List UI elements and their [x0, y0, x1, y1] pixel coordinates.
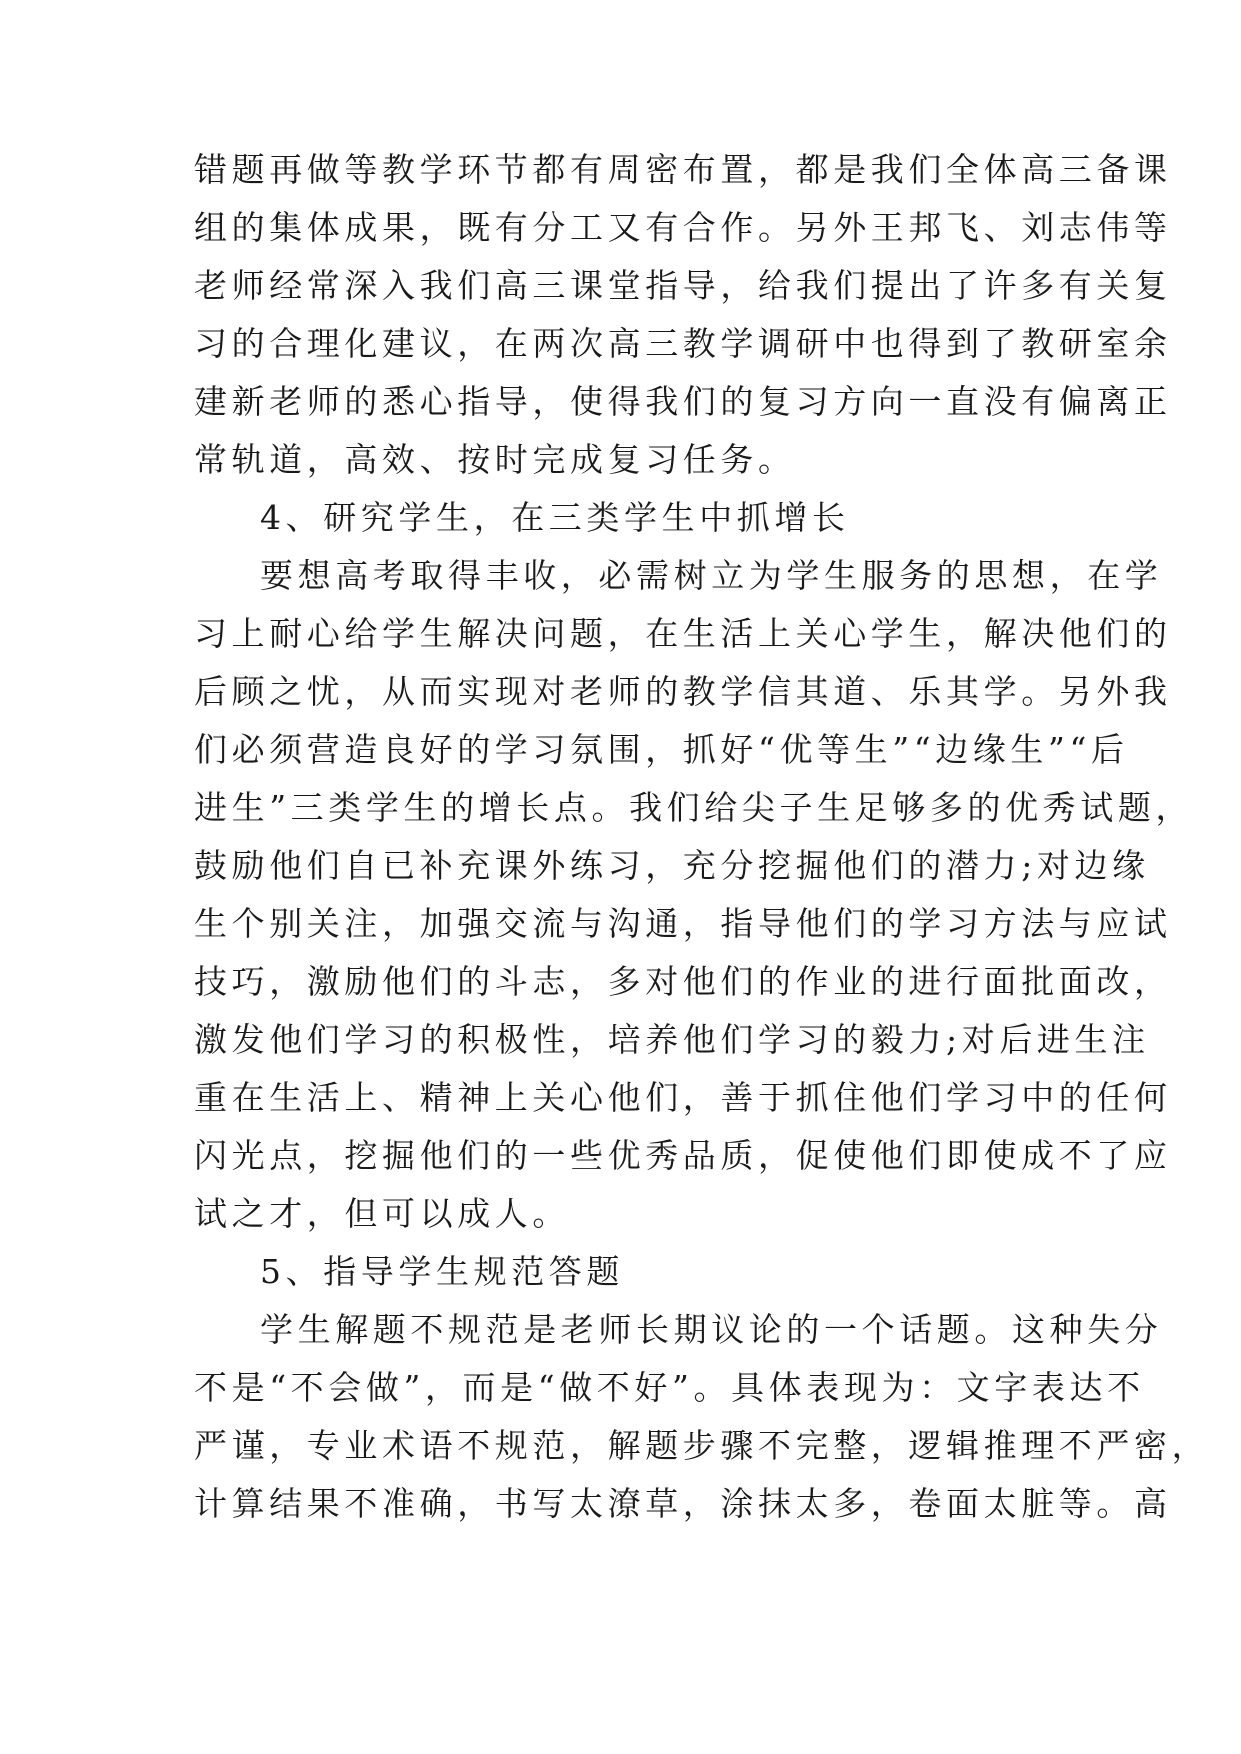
- paragraph-first-line: 要想高考取得丰收，必需树立为学生服务的思想，在学: [260, 556, 1163, 595]
- body-line: 试之才，但可以成人。: [194, 1194, 570, 1233]
- body-line: 常轨道，高效、按时完成复习任务。: [194, 440, 796, 479]
- body-line: 技巧，激励他们的斗志，多对他们的作业的进行面批面改，: [194, 962, 1172, 1001]
- body-line: 习的合理化建议，在两次高三教学调研中也得到了教研室余: [194, 324, 1172, 363]
- body-line: 建新老师的悉心指导，使得我们的复习方向一直没有偏离正: [194, 382, 1172, 421]
- paragraph-first-line: 学生解题不规范是老师长期议论的一个话题。这种失分: [260, 1310, 1163, 1349]
- body-line: 生个别关注，加强交流与沟通，指导他们的学习方法与应试: [194, 904, 1172, 943]
- body-line: 错题再做等教学环节都有周密布置，都是我们全体高三备课: [194, 150, 1172, 189]
- section-heading: 5、指导学生规范答题: [260, 1252, 624, 1291]
- body-line: 进生”三类学生的增长点。我们给尖子生足够多的优秀试题，: [194, 788, 1194, 827]
- body-line: 组的集体成果，既有分工又有合作。另外王邦飞、刘志伟等: [194, 208, 1172, 247]
- body-line: 们必须营造良好的学习氛围，抓好“优等生”“边缘生”“后: [194, 730, 1129, 769]
- body-line: 计算结果不准确，书写太潦草，涂抹太多，卷面太脏等。高: [194, 1484, 1172, 1523]
- body-line: 激发他们学习的积极性，培养他们学习的毅力;对后进生注: [194, 1020, 1150, 1059]
- body-line: 闪光点，挖掘他们的一些优秀品质，促使他们即使成不了应: [194, 1136, 1172, 1175]
- body-line: 习上耐心给学生解决问题，在生活上关心学生，解决他们的: [194, 614, 1172, 653]
- body-line: 不是“不会做”，而是“做不好”。具体表现为：文字表达不: [194, 1368, 1145, 1407]
- body-line: 重在生活上、精神上关心他们，善于抓住他们学习中的任何: [194, 1078, 1172, 1117]
- body-line: 后顾之忧，从而实现对老师的教学信其道、乐其学。另外我: [194, 672, 1172, 711]
- section-heading: 4、研究学生，在三类学生中抓增长: [260, 498, 850, 537]
- body-line: 严谨，专业术语不规范，解题步骤不完整，逻辑推理不严密，: [194, 1426, 1210, 1465]
- body-line: 老师经常深入我们高三课堂指导，给我们提出了许多有关复: [194, 266, 1172, 305]
- body-line: 鼓励他们自已补充课外练习，充分挖掘他们的潜力;对边缘: [194, 846, 1150, 885]
